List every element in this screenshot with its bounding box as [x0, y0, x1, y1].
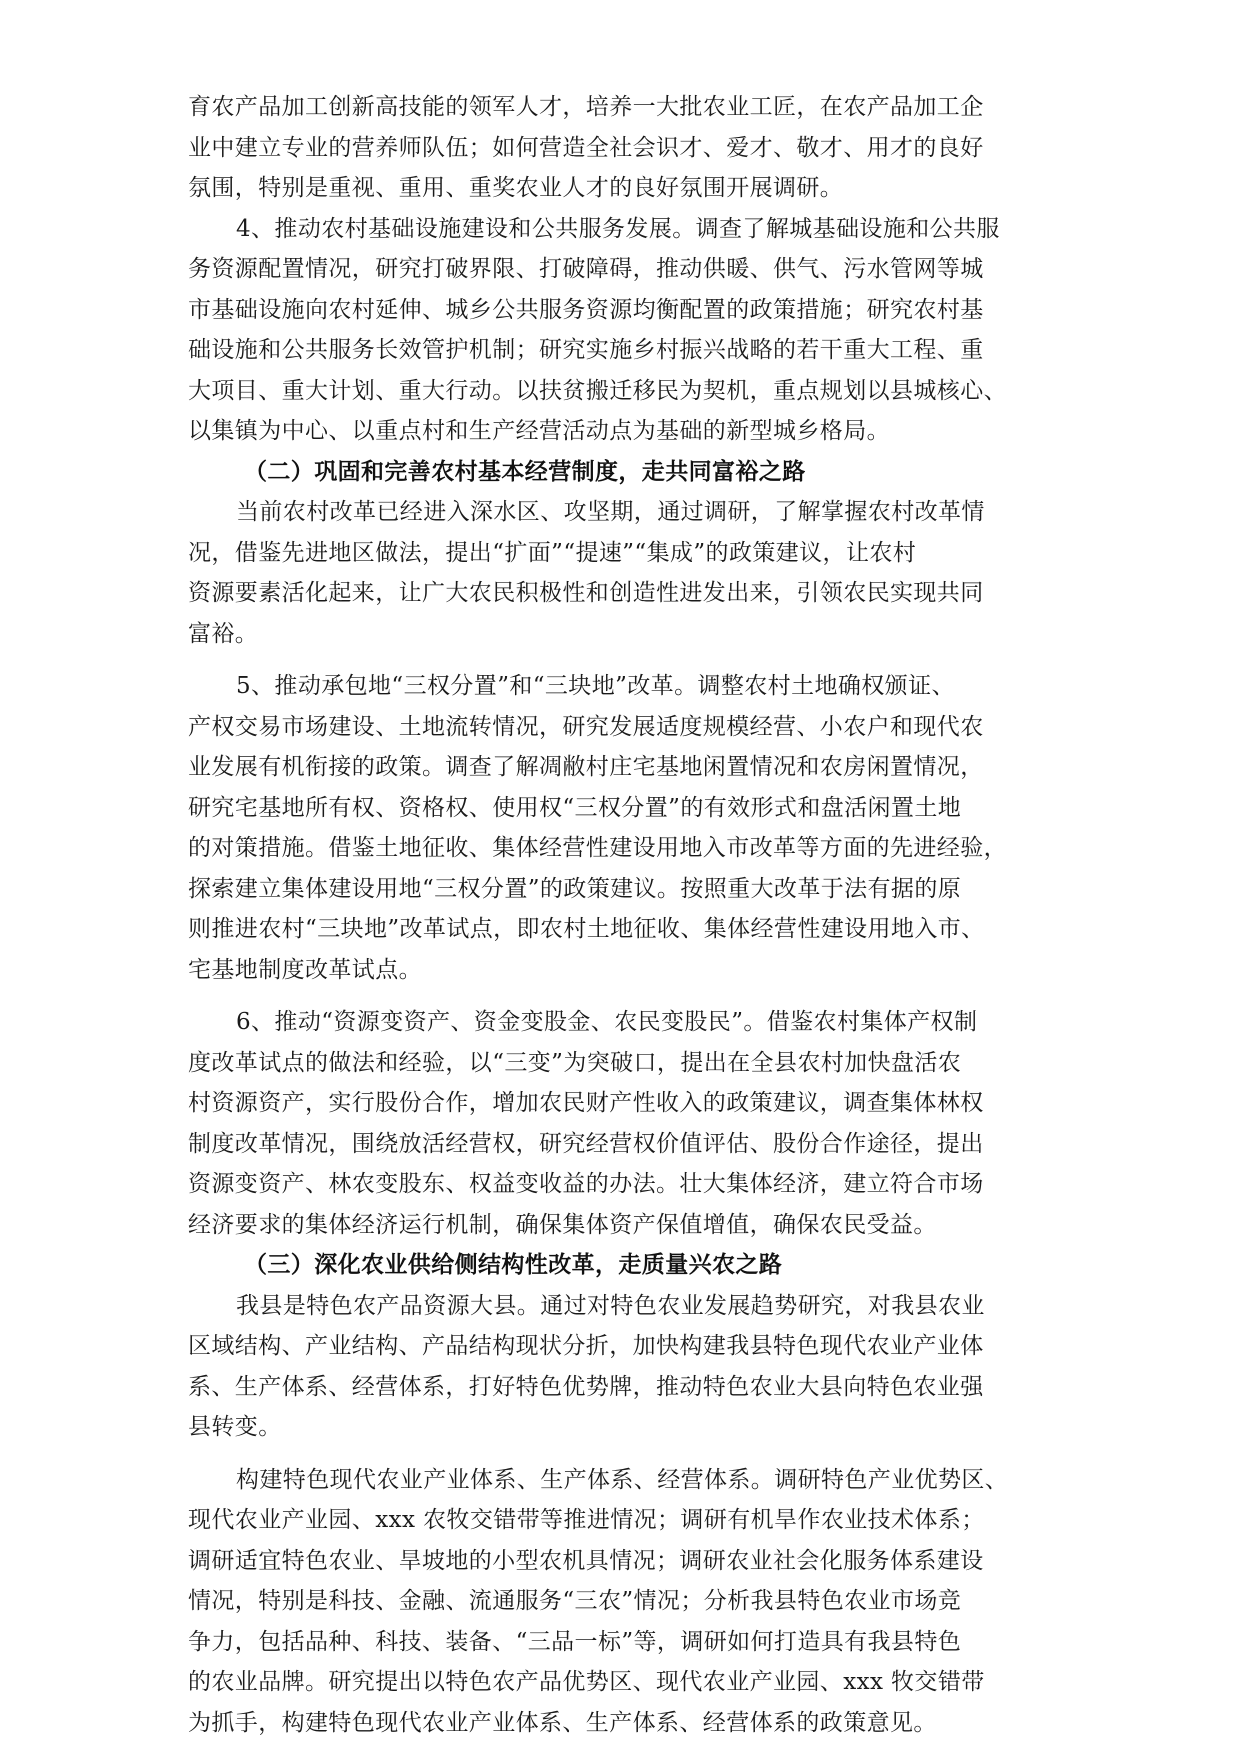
paragraph-line: 县转变。: [188, 1414, 282, 1440]
paragraph-line: 情况，特别是科技、金融、流通服务“三农”情况；分析我县特色农业市场竞: [188, 1588, 962, 1614]
paragraph-line: 制度改革情况，围绕放活经营权，研究经营权价值评估、股份合作途径，提出: [188, 1130, 984, 1157]
paragraph-line: 区域结构、产业结构、产品结构现状分折，加快构建我县特色现代农业产业体: [188, 1333, 984, 1359]
document-body: [188, 87, 1054, 1743]
paragraph-line: 富裕。: [188, 620, 259, 647]
paragraph-line: 5、推动承包地“三权分置”和“三块地”改革。调整农村土地确权颁证、: [236, 673, 955, 699]
paragraph-line: 以集镇为中心、以重点村和生产经营活动点为基础的新型城乡格局。: [188, 418, 890, 444]
paragraph-line: 调研适宜特色农业、旱坡地的小型农机具情况；调研农业社会化服务体系建设: [188, 1547, 984, 1574]
paragraph-line: 争力，包括品种、科技、装备、“三品一标”等，调研如何打造具有我县特色: [188, 1628, 962, 1655]
paragraph-line: 6、推动“资源变资产、资金变股金、农民变股民”。借鉴农村集体产权制: [236, 1009, 978, 1035]
paragraph-line: 探索建立集体建设用地“三权分置”的政策建议。按照重大改革于法有据的原: [188, 875, 962, 902]
paragraph-line: 则推进农村“三块地”改革试点，即农村土地征收、集体经营性建设用地入市、: [188, 916, 985, 942]
paragraph-line: 况，借鉴先进地区做法，提出“扩面”“提速”“集成”的政策建议，让农村: [188, 539, 917, 566]
paragraph-line: 的对策措施。借鉴土地征收、集体经营性建设用地入市改革等方面的先进经验，: [188, 835, 1007, 861]
paragraph-line: 的农业品牌。研究提出以特色农产品优势区、现代农业产业园、xxx 牧交错带: [188, 1669, 985, 1695]
paragraph-line: 系、生产体系、经营体系，打好特色优势牌，推动特色农业大县向特色农业强: [188, 1373, 984, 1400]
paragraph-line: 业中建立专业的营养师队伍；如何营造全社会识才、爱才、敬才、用才的良好: [188, 134, 984, 161]
paragraph-gap: [188, 990, 1054, 1002]
paragraph-line: 育农产品加工创新高技能的领军人才，培养一大批农业工匠，在农产品加工企: [188, 94, 984, 120]
paragraph-line: 构建特色现代农业产业体系、生产体系、经营体系。调研特色产业优势区、: [236, 1466, 1009, 1493]
paragraph-line: 村资源资产，实行股份合作，增加农民财产性收入的政策建议，调查集体林权: [188, 1090, 984, 1116]
paragraph-line: 资源要素活化起来，让广大农民积极性和创造性进发出来，引领农民实现共同: [188, 580, 984, 606]
paragraph-line: 经济要求的集体经济运行机制，确保集体资产保值增值，确保农民受益。: [188, 1211, 937, 1238]
paragraph-line: 资源变资产、林农变股东、权益变收益的办法。壮大集体经济，建立符合市场: [188, 1171, 984, 1197]
paragraph-line: 宅基地制度改革试点。: [188, 956, 422, 983]
paragraph-line: 研究宅基地所有权、资格权、使用权“三权分置”的有效形式和盘活闲置土地: [188, 794, 962, 821]
paragraph-line: 大项目、重大计划、重大行动。以扶贫搬迁移民为契机，重点规划以县城核心、: [188, 377, 1007, 404]
paragraph-line: 现代农业产业园、xxx 农牧交错带等推进情况；调研有机旱作农业技术体系；: [188, 1507, 985, 1533]
paragraph-line: 4、推动农村基础设施建设和公共服务发展。调查了解城基础设施和公共服: [236, 215, 1000, 242]
section-heading: （三）深化农业供给侧结构性改革，走质量兴农之路: [244, 1251, 783, 1278]
paragraph-line: 我县是特色农产品资源大县。通过对特色农业发展趋势研究，对我县农业: [236, 1292, 985, 1319]
paragraph-line: 务资源配置情况，研究打破界限、打破障碍，推动供暖、供气、污水管网等城: [188, 256, 984, 282]
paragraph-gap: [188, 1448, 1054, 1460]
paragraph-line: 础设施和公共服务长效管护机制；研究实施乡村振兴战略的若干重大工程、重: [188, 337, 984, 363]
paragraph-gap: [188, 654, 1054, 666]
paragraph-line: 业发展有机衔接的政策。调查了解凋敝村庄宅基地闲置情况和农房闲置情况，: [188, 754, 984, 780]
paragraph-line: 当前农村改革已经进入深水区、攻坚期，通过调研，了解掌握农村改革情: [236, 499, 985, 525]
paragraph-line: 市基础设施向农村延伸、城乡公共服务资源均衡配置的政策措施；研究农村基: [188, 296, 984, 323]
paragraph-line: 产权交易市场建设、土地流转情况，研究发展适度规模经营、小农户和现代农: [188, 713, 984, 740]
paragraph-line: 度改革试点的做法和经验，以“三变”为突破口，提出在全县农村加快盘活农: [188, 1049, 962, 1076]
paragraph-line: 为抓手，构建特色现代农业产业体系、生产体系、经营体系的政策意见。: [188, 1709, 937, 1736]
paragraph-line: 氛围，特别是重视、重用、重奖农业人才的良好氛围开展调研。: [188, 175, 844, 201]
section-heading: （二）巩固和完善农村基本经营制度，走共同富裕之路: [244, 457, 806, 485]
